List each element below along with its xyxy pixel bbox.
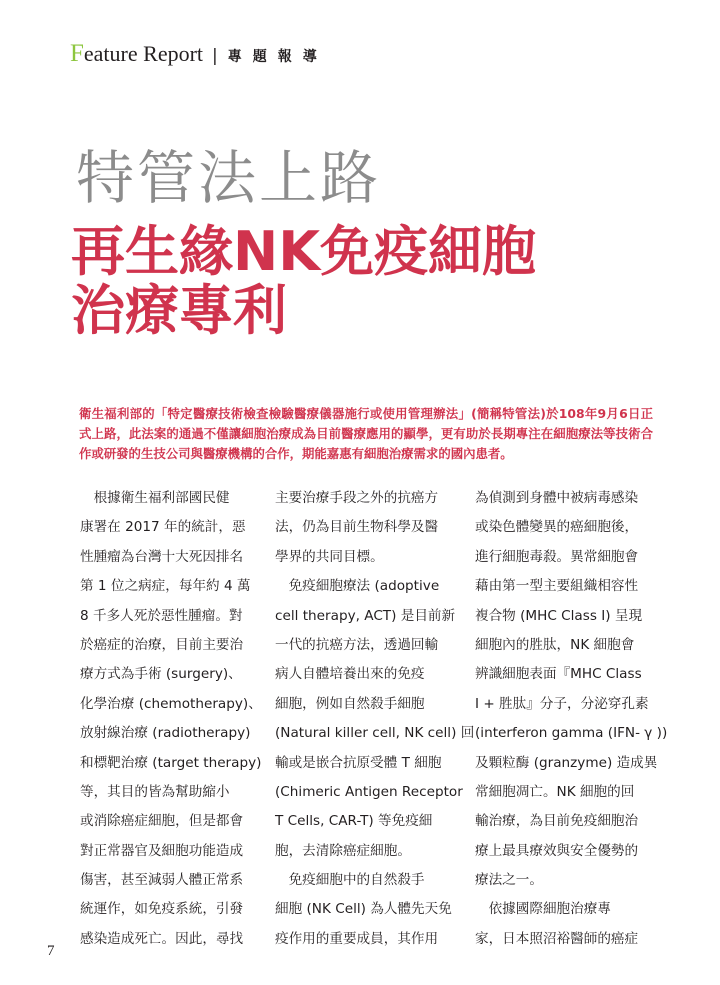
body-line: 複合物 (MHC Class I) 呈現 — [475, 607, 643, 624]
body-line: 統運作，如免疫系統，引發 — [80, 901, 244, 918]
body-line: 病人自體培養出來的免疫 — [275, 666, 425, 683]
body-line: 療上最具療效與安全優勢的 — [475, 842, 639, 859]
body-line: (interferon gamma (IFN- γ )) — [475, 725, 668, 742]
body-line: 第 1 位之病症，每年約 4 萬 — [80, 578, 251, 595]
body-line: 放射線治療 (radiotherapy) — [80, 725, 251, 742]
body-line: 感染造成死亡。因此，尋找 — [80, 930, 244, 947]
body-line: 和標靶治療 (target therapy) — [80, 754, 262, 771]
body-line: 等，其目的皆為幫助縮小 — [80, 783, 230, 800]
body-line: 為偵測到身體中被病毒感染 — [475, 490, 639, 506]
article-title-line-1: 特管法上路 — [76, 144, 382, 212]
article-title-line-2: 再生緣NK免疫細胞 — [71, 220, 537, 283]
body-line: 輸或是嵌合抗原受體 T 細胞 — [275, 754, 442, 771]
body-line: 療法之一。 — [475, 872, 543, 889]
body-line: 家，日本照沼裕醫師的癌症 — [475, 930, 639, 947]
article-title-line-3: 治療專利 — [71, 279, 287, 342]
brand-initial: F — [70, 40, 84, 67]
body-line: 免疫細胞中的自然殺手 — [275, 872, 425, 889]
body-line: 輸治療，為目前免疫細胞治 — [475, 813, 639, 830]
body-line: 細胞 (NK Cell) 為人體先天免 — [275, 901, 452, 918]
body-line: (Natural killer cell, NK cell) 回 — [275, 725, 475, 742]
brand-rest: eature Report — [83, 41, 204, 66]
body-line: 於癌症的治療，目前主要治 — [80, 636, 244, 653]
page-header — [70, 40, 328, 66]
article-title-red — [71, 222, 536, 340]
body-line: 辨識細胞表面『MHC Class — [475, 666, 642, 683]
body-line: 對正常器官及細胞功能造成 — [80, 842, 244, 859]
body-line: 常細胞凋亡。NK 細胞的回 — [475, 783, 635, 800]
body-line: 免疫細胞療法 (adoptive — [275, 578, 440, 595]
body-line: 進行細胞毒殺。異常細胞會 — [475, 548, 639, 565]
body-line: I + 胜肽』分子，分泌穿孔素 — [475, 695, 649, 712]
body-line: 法，仍為目前生物科學及醫 — [275, 519, 439, 536]
body-column-3 — [475, 484, 668, 954]
lead-paragraph: 衛生福利部的「特定醫療技術檢查檢驗醫療儀器施行或使用管理辦法」(簡稱特管法)於108年9月6日正式上路，此法案的通過不僅讓細胞治療成為目前醫療應用的顯學，更有助於長期專注在細胞療法等技術合作或研發的生技公司與醫療機構的合作，期能嘉惠有細胞治療需求的國內患者。 — [79, 406, 653, 461]
body-line: 療方式為手術 (surgery)、 — [80, 666, 242, 683]
body-line: 化學治療 (chemotherapy)、 — [80, 695, 262, 712]
header-separator: | — [212, 46, 218, 66]
body-line: 一代的抗癌方法，透過回輸 — [275, 636, 439, 653]
body-line: T Cells, CAR-T) 等免疫細 — [275, 813, 433, 830]
body-line: 學界的共同目標。 — [275, 548, 384, 565]
magazine-brand — [70, 40, 203, 68]
section-label: 專題報導 — [227, 49, 328, 65]
page-number: 7 — [47, 943, 55, 959]
body-column-1 — [80, 484, 262, 954]
body-line: 性腫瘤為台灣十大死因排名 — [80, 548, 244, 565]
body-line: 藉由第一型主要組織相容性 — [475, 578, 639, 595]
body-line: 康署在 2017 年的統計，惡 — [80, 519, 246, 536]
body-line: 疫作用的重要成員，其作用 — [275, 930, 439, 947]
body-line: 胞，去清除癌症細胞。 — [275, 842, 411, 859]
body-line: (Chimeric Antigen Receptor — [275, 783, 463, 800]
body-line: 根據衛生福利部國民健 — [80, 490, 230, 506]
body-line: 細胞，例如自然殺手細胞 — [275, 695, 425, 712]
body-line: cell therapy, ACT) 是目前新 — [275, 607, 456, 624]
body-line: 主要治療手段之外的抗癌方 — [275, 490, 439, 506]
body-column-2 — [275, 484, 475, 954]
body-line: 及顆粒酶 (granzyme) 造成異 — [475, 754, 658, 771]
body-line: 傷害，甚至減弱人體正常系 — [80, 872, 244, 889]
body-line: 或染色體變異的癌細胞後， — [475, 519, 639, 536]
body-line: 或消除癌症細胞，但是都會 — [80, 813, 244, 830]
body-line: 8 千多人死於惡性腫瘤。對 — [80, 607, 243, 624]
body-line: 依據國際細胞治療專 — [475, 901, 611, 918]
body-line: 細胞內的胜肽，NK 細胞會 — [475, 636, 635, 653]
